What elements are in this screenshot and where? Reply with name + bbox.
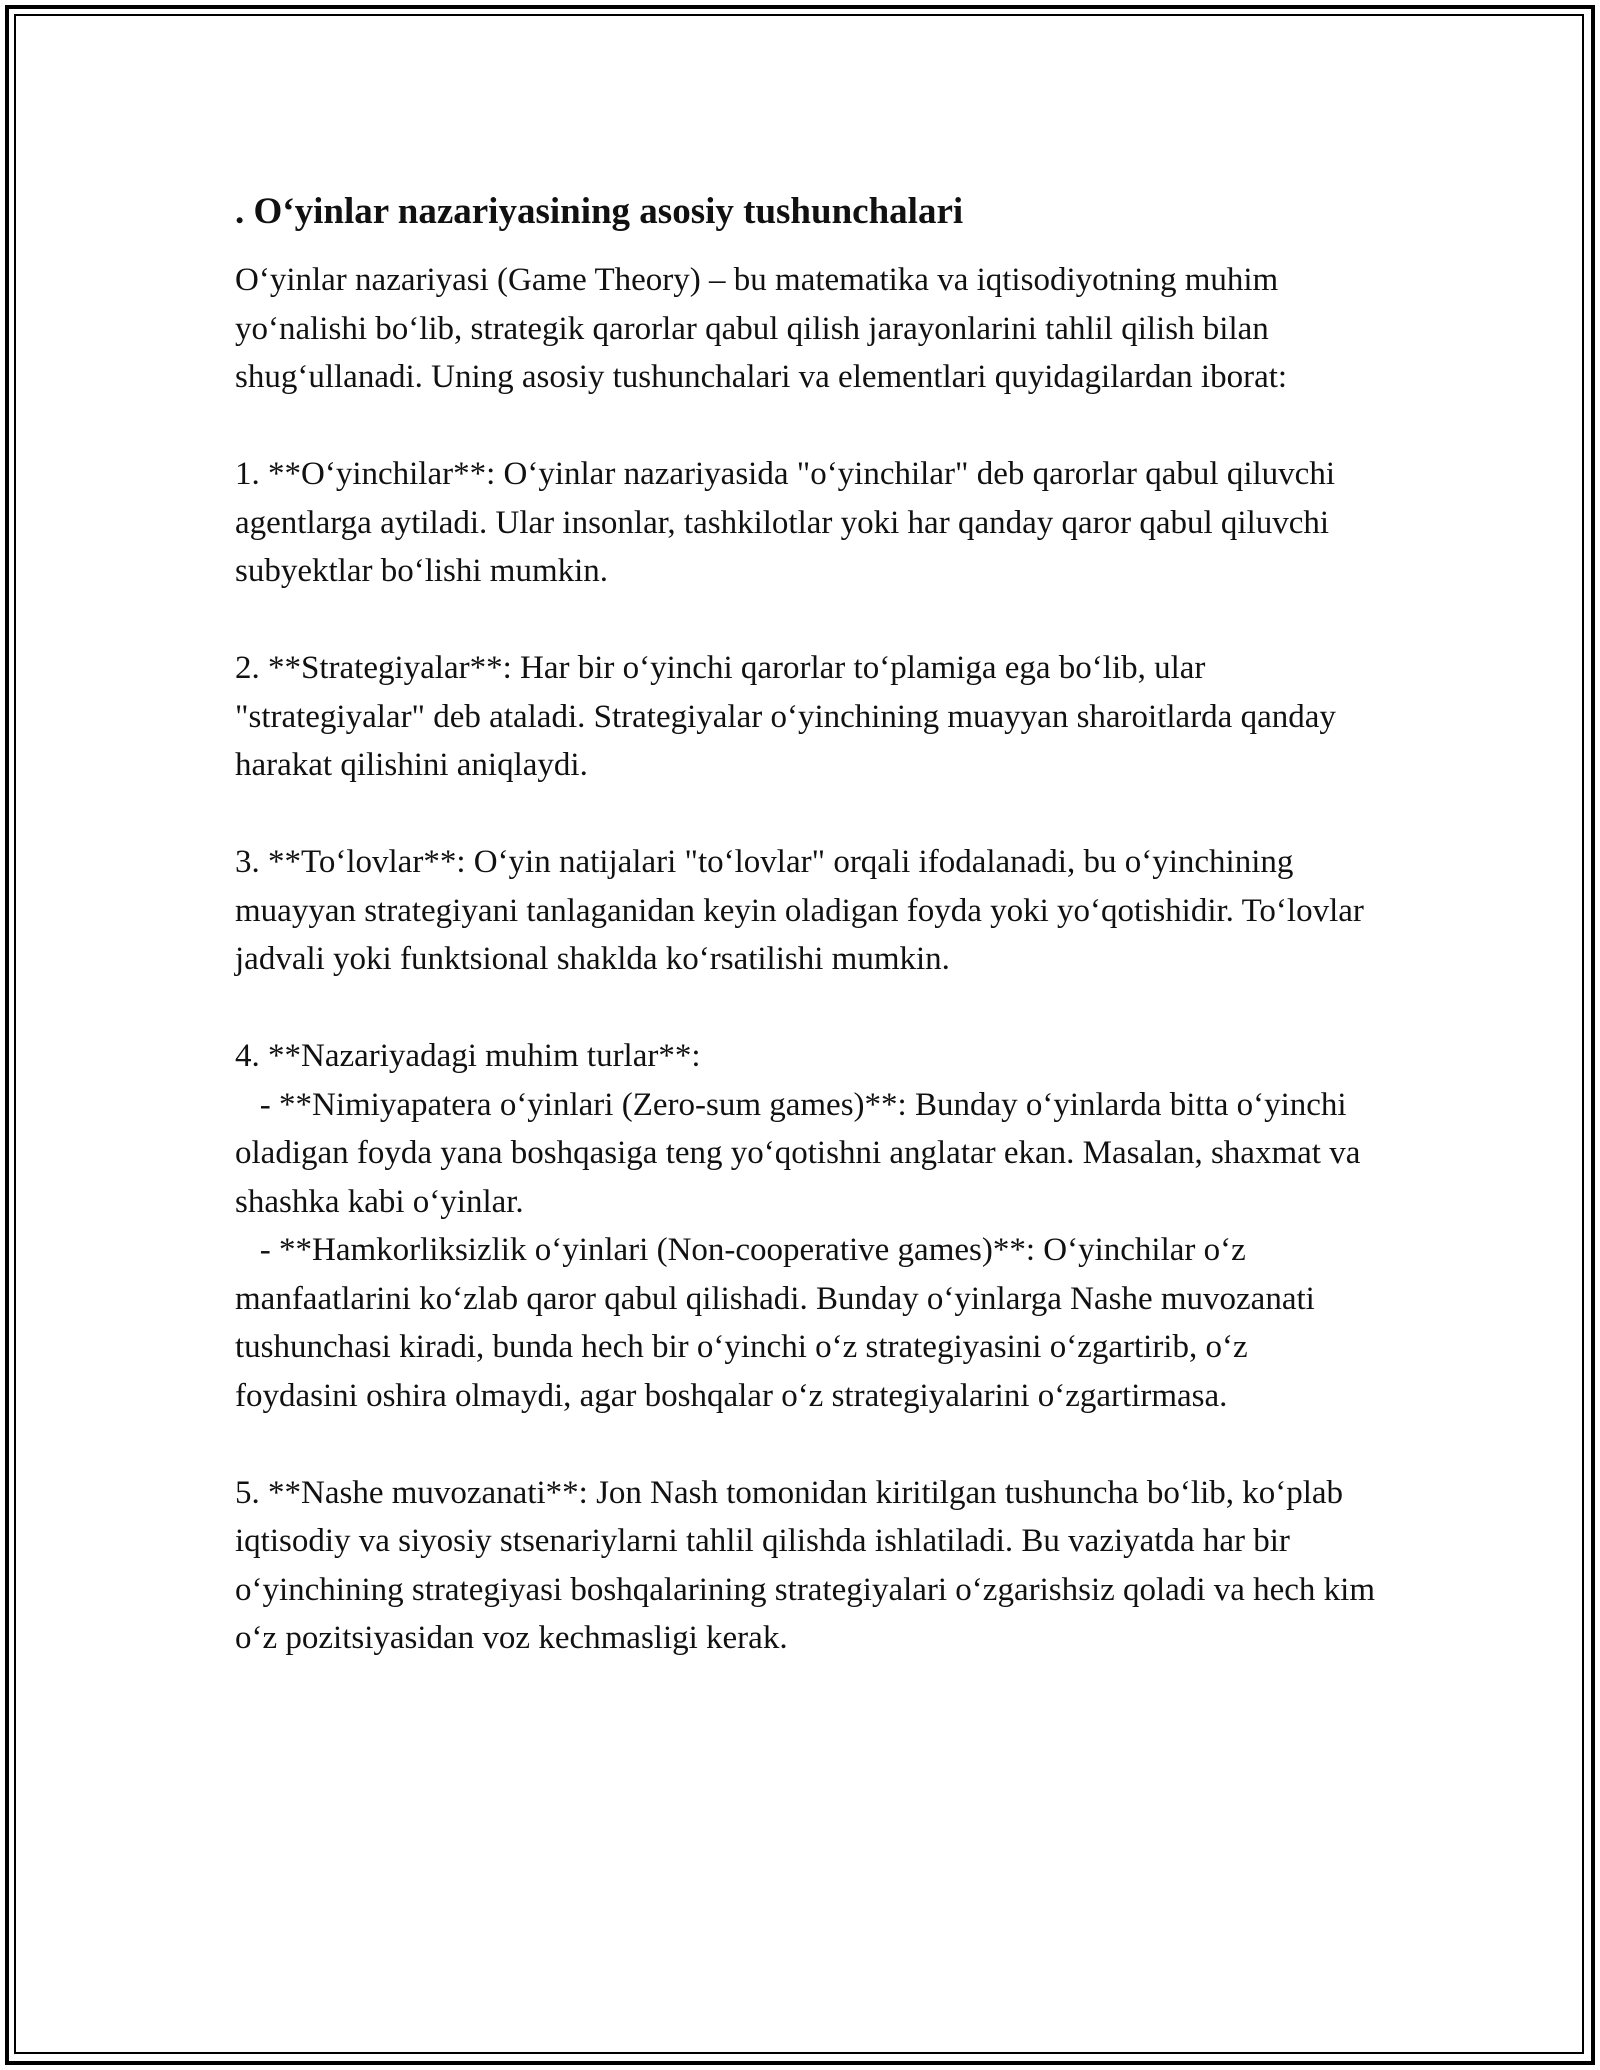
sub-item-non-cooperative: - **Hamkorliksizlik o‘yinlari (Non-cooperative games)**: O‘yinchilar o‘z manfaatlarini ko‘zlab qaror qabul qilishadi. Bunday o‘yinlarga Nashe muvozanati tushunchasi kiradi, bunda hech bir o‘yinchi o‘z strategiyasini o‘zgartirib, o‘z foydasini oshira olmaydi, agar boshqalar o‘z strategiyalarini o‘zgartirmasa. — [235, 1232, 1324, 1414]
list-item-strategies: 2. **Strategiyalar**: Har bir o‘yinchi qarorlar to‘plamiga ega bo‘lib, ular "strategiyalar" deb ataladi. Strategiyalar o‘yinchining muayyan sharoitlarda qanday harakat qilishini aniqlaydi. — [235, 650, 1345, 783]
paragraph-gap — [235, 984, 1375, 1033]
paragraph-gap — [235, 1420, 1375, 1469]
intro-paragraph: O‘yinlar nazariyasi (Game Theory) – bu matematika va iqtisodiyotning muhim yo‘nalishi bo‘lib, strategik qarorlar qabul qilish jarayonlarini tahlil qilish bilan shug‘ullanadi. Uning asosiy tushunchalari va elementlari quyidagilardan iborat: — [235, 262, 1288, 395]
paragraph-gap — [235, 596, 1375, 645]
sub-item-zero-sum: - **Nimiyapatera o‘yinlari (Zero-sum games)**: Bunday o‘yinlarda bitta o‘yinchi oladigan foyda yana boshqasiga teng yo‘qotishni anglatar ekan. Masalan, shaxmat va shashka kabi o‘yinlar. — [235, 1086, 1369, 1220]
list-item-players: 1. **O‘yinchilar**: O‘yinlar nazariyasida "o‘yinchilar" deb qarorlar qabul qiluvchi agentlarga aytiladi. Ular insonlar, tashkilotlar yoki har qanday qaror qabul qiluvchi subyektlar bo‘lishi mumkin. — [235, 456, 1344, 589]
list-item-payoffs: 3. **To‘lovlar**: O‘yin natijalari "to‘lovlar" orqali ifodalanadi, bu o‘yinchining muayyan strategiyani tanlaganidan keyin oladigan foyda yoki yo‘qotishidir. To‘lovlar jadvali yoki funktsional shaklda ko‘rsatilishi mumkin. — [235, 844, 1373, 977]
document-body — [235, 186, 1384, 1663]
list-item-nash-equilibrium: 5. **Nashe muvozanati**: Jon Nash tomonidan kiritilgan tushuncha bo‘lib, ko‘plab iqtisodiy va siyosiy stsenariylarni tahlil qilishda ishlatiladi. Bu vaziyatda har bir o‘yinchining strategiyasi boshqalarining strategiyalari o‘zgarishsiz qoladi va hech kim o‘z pozitsiyasidan voz kechmasligi kerak. — [235, 1474, 1384, 1656]
paragraph-gap — [235, 790, 1375, 839]
paragraph-gap — [235, 402, 1375, 451]
document-title: . O‘yinlar nazariyasining asosiy tushunchalari — [235, 191, 964, 232]
list-item-types-heading: 4. **Nazariyadagi muhim turlar**: — [235, 1038, 701, 1074]
